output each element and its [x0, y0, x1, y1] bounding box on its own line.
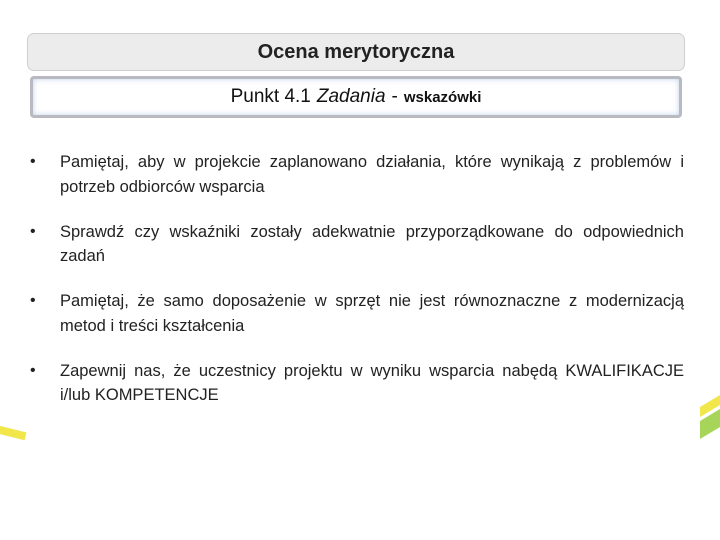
- decorative-corner-stripes: [700, 395, 720, 445]
- subtitle-topic: Zadania: [316, 86, 386, 107]
- slide-subtitle-bar: [30, 76, 682, 118]
- subtitle-dash: -: [391, 86, 398, 107]
- subtitle-section: Punkt 4.1: [230, 86, 311, 107]
- bullet-dot-icon: •: [30, 292, 36, 309]
- bullet-item: [30, 220, 684, 270]
- slide-title-bar: [27, 33, 685, 71]
- bullet-list: [30, 150, 684, 408]
- subtitle-tips: wskazówki: [403, 88, 482, 106]
- slide-title: Ocena merytoryczna: [257, 40, 455, 63]
- bullet-text: Pamiętaj, że samo doposażenie w sprzęt nie jest równoznaczne z modernizacją metod i treści kształcenia: [60, 292, 684, 335]
- bullet-text: Zapewnij nas, że uczestnicy projektu w wyniku wsparcia nabędą KWALIFIKACJE i/lub KOMPETENCJE: [60, 361, 684, 405]
- decorative-yellow-stripe: [0, 424, 26, 440]
- bullet-dot-icon: •: [30, 361, 36, 379]
- bullet-item: [30, 359, 684, 409]
- bullet-dot-icon: •: [30, 222, 36, 240]
- bullet-text: Sprawdź czy wskaźniki zostały adekwatnie przyporządkowane do odpowiednich zadań: [60, 222, 684, 266]
- bullet-text: Pamiętaj, aby w projekcie zaplanowano działania, które wynikają z problemów i potrzeb odbiorców wsparcia: [60, 153, 684, 196]
- bullet-item: [30, 289, 684, 339]
- bullet-dot-icon: •: [30, 153, 36, 170]
- bullet-item: [30, 150, 684, 200]
